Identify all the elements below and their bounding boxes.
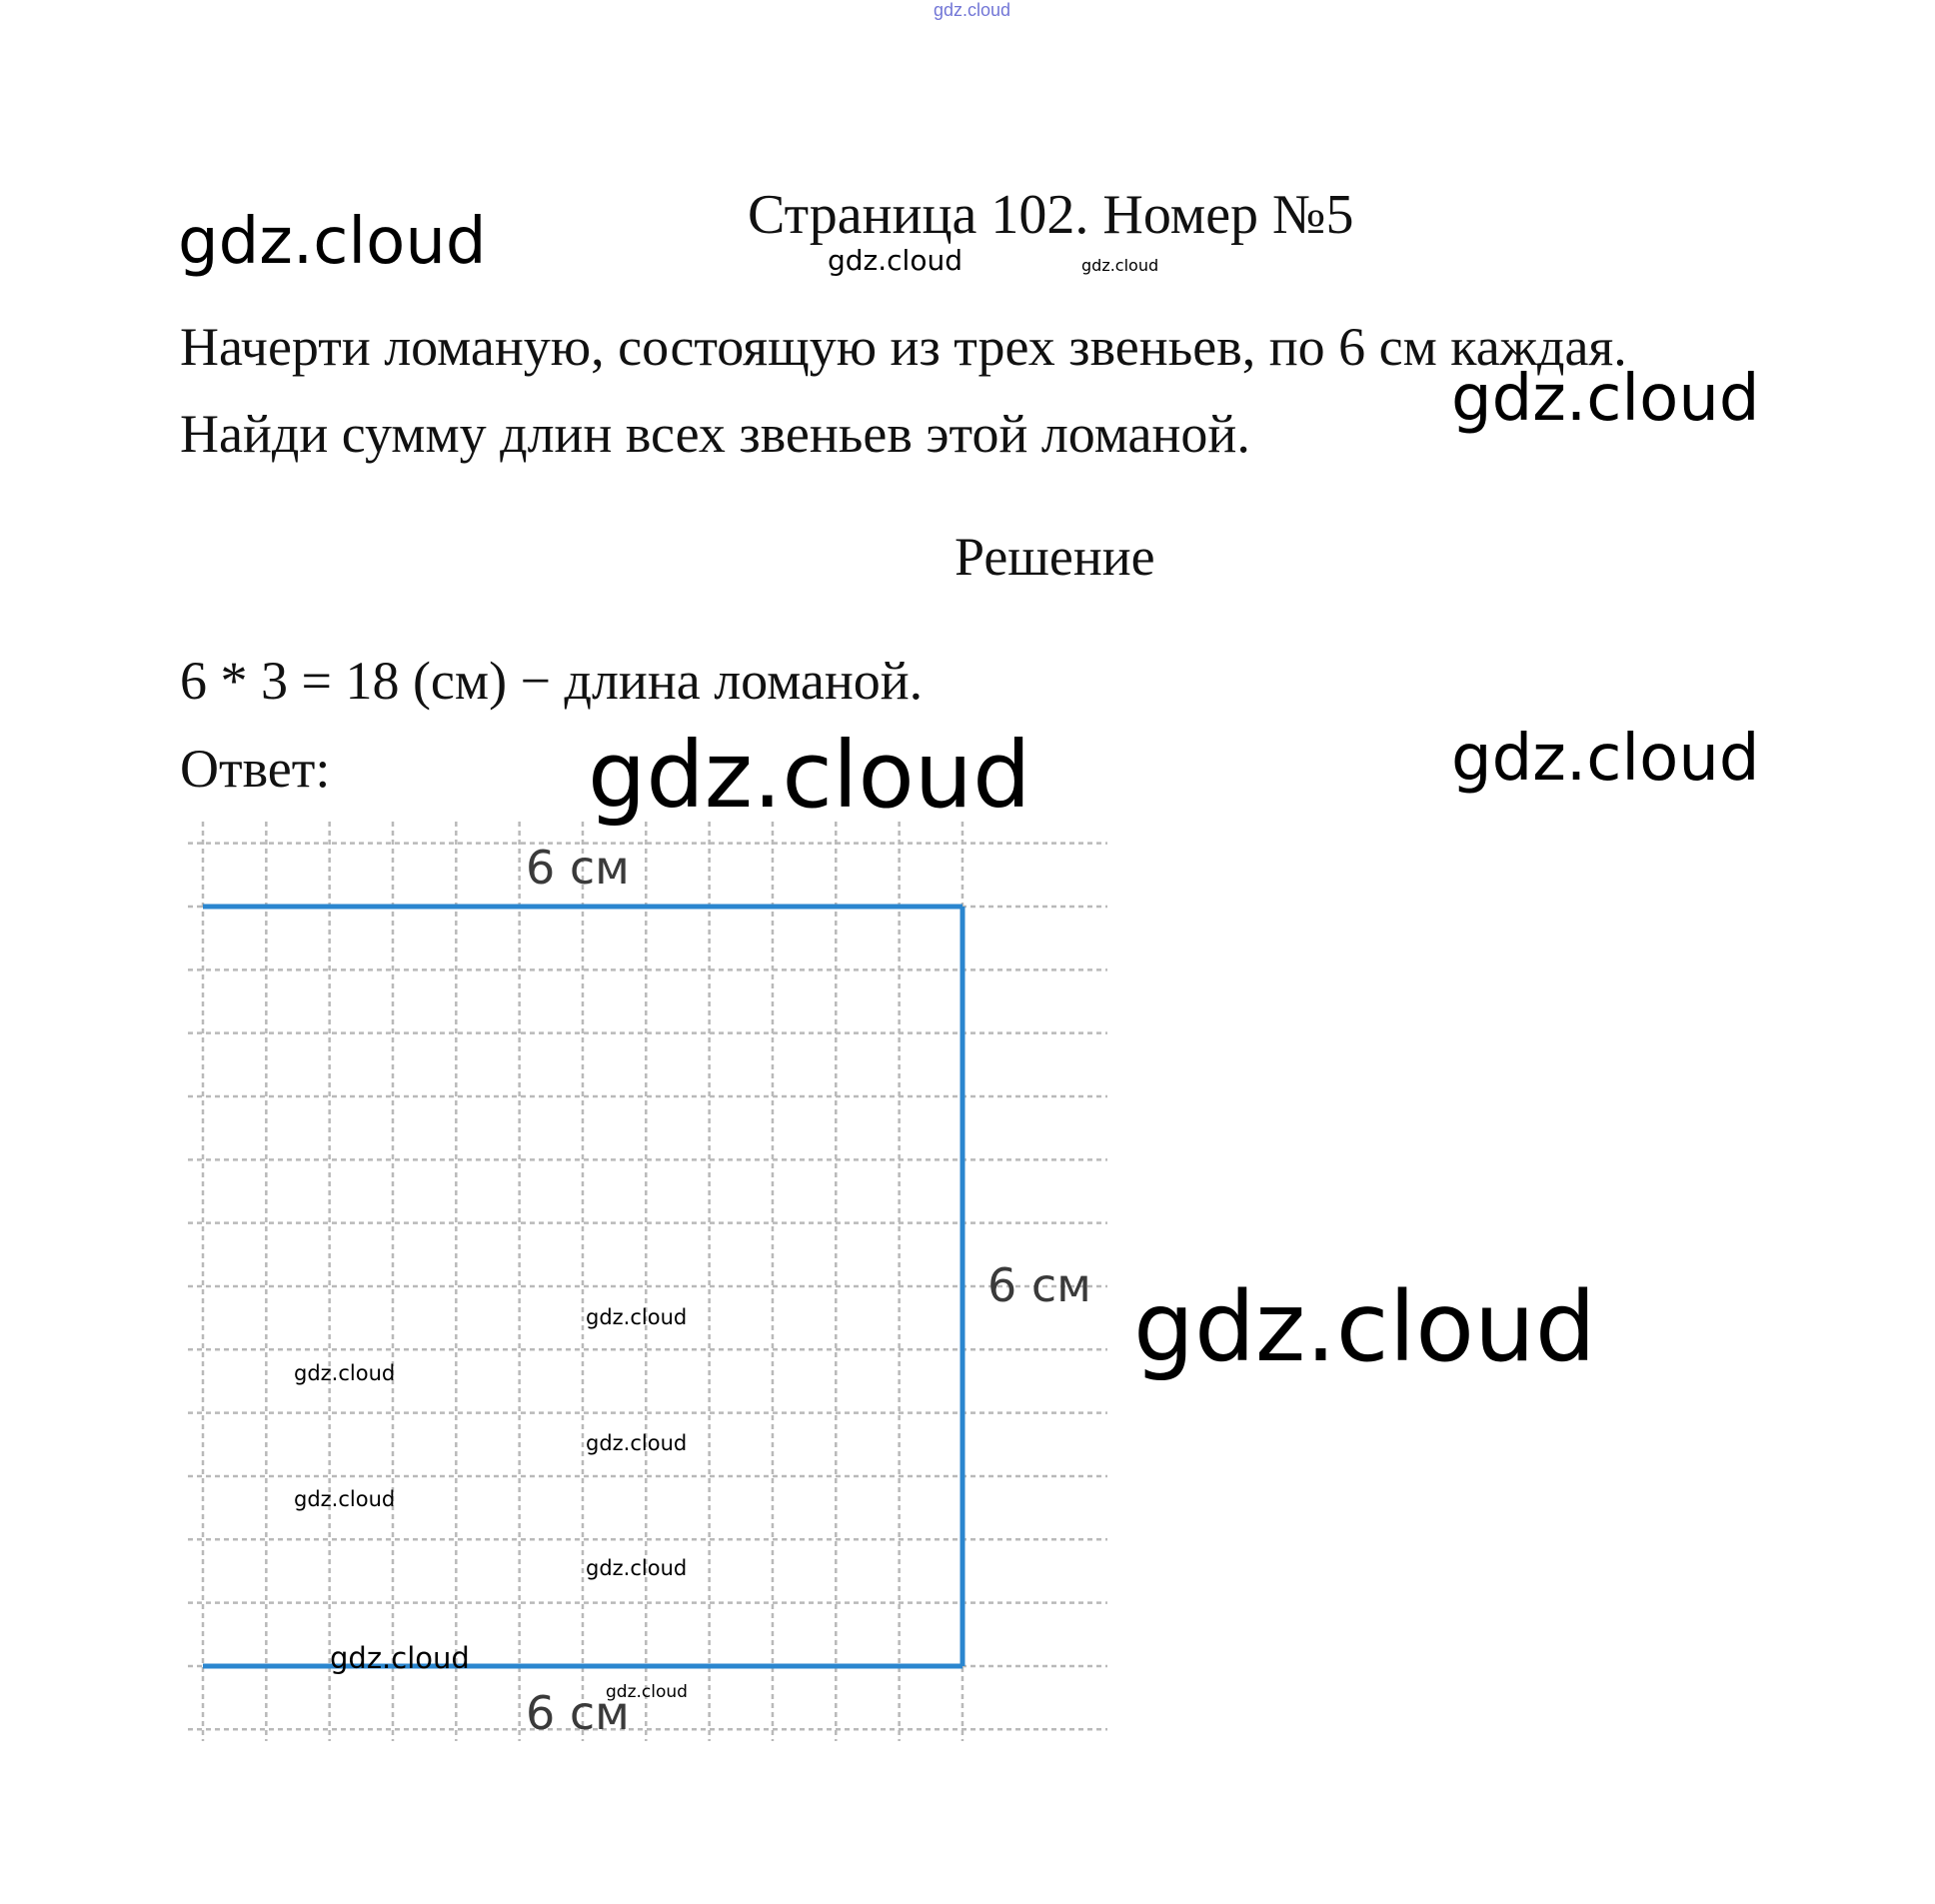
watermark-right-answer: gdz.cloud [1451, 722, 1760, 796]
watermark-grid-3: gdz.cloud [586, 1431, 688, 1455]
watermark-left-title: gdz.cloud [178, 205, 487, 279]
watermark-huge: gdz.cloud [588, 722, 1031, 829]
segment-bottom-label: 6 см [526, 1686, 630, 1740]
polyline-figure [188, 822, 1107, 1741]
watermark-right-task: gdz.cloud [1451, 362, 1760, 436]
watermark-tiny-title: gdz.cloud [1081, 256, 1159, 275]
page-title: Страница 102. Номер №5 [748, 184, 1354, 246]
watermark-grid-1: gdz.cloud [586, 1305, 688, 1329]
watermark-grid-4: gdz.cloud [294, 1487, 396, 1511]
watermark-grid-2: gdz.cloud [294, 1361, 396, 1385]
solution-heading: Решение [955, 527, 1155, 587]
top-watermark: gdz.cloud [934, 0, 1011, 20]
task-line-1: Начерти ломаную, состоящую из трех звеньев, по 6 см каждая. [180, 317, 1627, 377]
solution-calculation: 6 * 3 = 18 (см) − длина ломаной. [180, 651, 924, 711]
watermark-grid-5: gdz.cloud [586, 1556, 688, 1580]
grid-lines [188, 822, 1107, 1741]
watermark-grid-6: gdz.cloud [330, 1641, 470, 1675]
watermark-grid-right: gdz.cloud [1133, 1271, 1596, 1383]
segment-right-label: 6 см [987, 1258, 1091, 1312]
segment-top-label: 6 см [526, 841, 630, 895]
watermark-under-title: gdz.cloud [828, 244, 963, 277]
task-line-2: Найди сумму длин всех звеньев этой ломаной. [180, 404, 1250, 464]
watermark-grid-7: gdz.cloud [606, 1682, 688, 1702]
answer-label: Ответ: [180, 739, 331, 799]
